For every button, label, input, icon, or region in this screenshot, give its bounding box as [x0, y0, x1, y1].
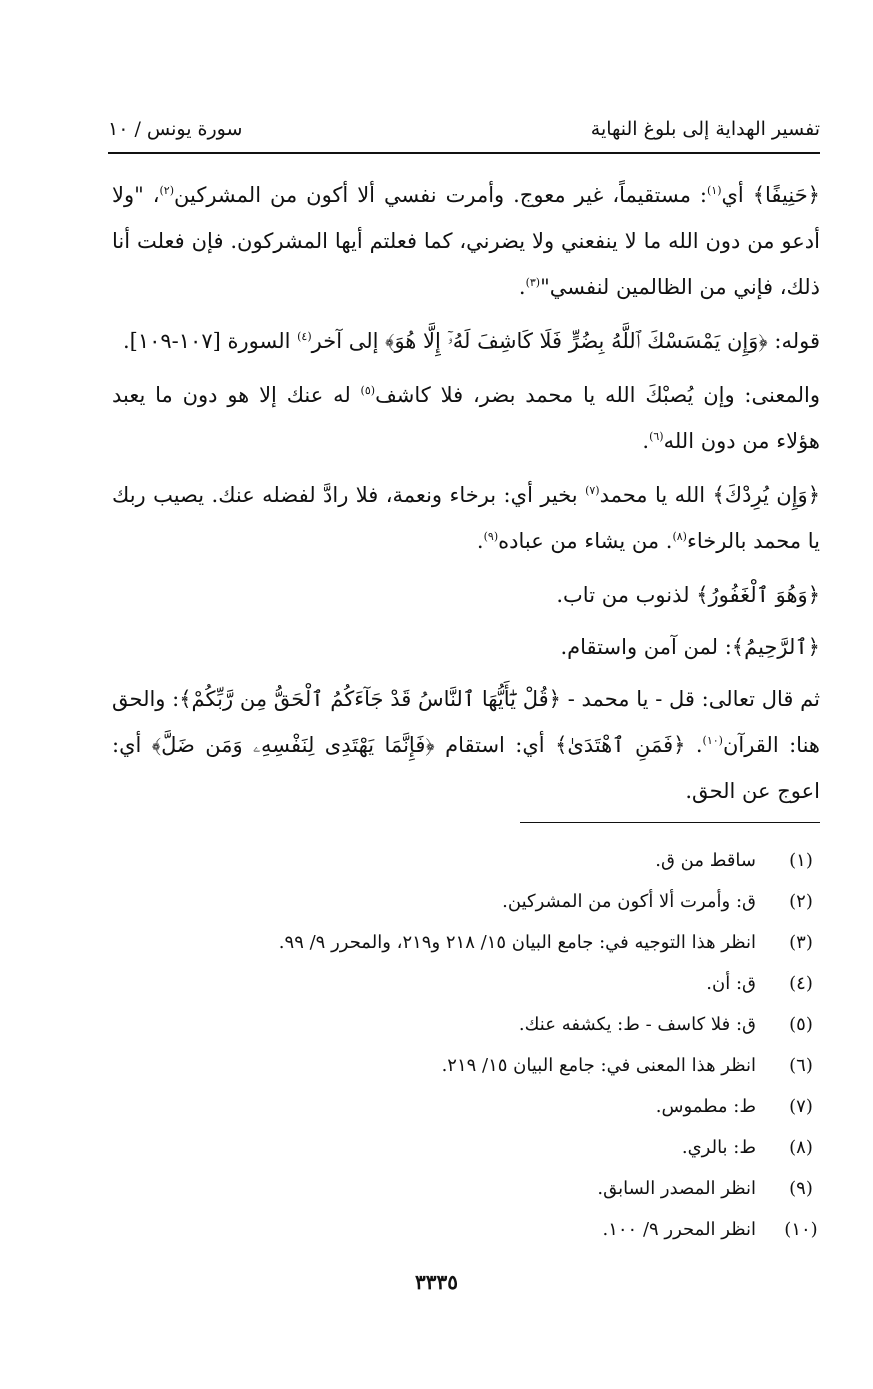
text-run: إلى آخر [311, 329, 386, 353]
footnote-number[interactable]: (٣) [789, 932, 813, 953]
footnote-text: انظر هذا التوجيه في: جامع البيان ١٥/ ٢١٨ و٢١٩، والمحرر ٩/ ٩٩. [278, 932, 756, 953]
footnote-ref[interactable]: (٥) [360, 384, 376, 397]
book-title: تفسير الهداية إلى بلوغ النهاية [590, 118, 820, 140]
text-run: : لمن آمن واستقام. [560, 635, 732, 659]
quran-quote: ﴿حَنِيفًا﴾ [752, 183, 820, 207]
paragraph-5 [112, 572, 820, 618]
text-run: والمعنى: وإن يُصبْكَ الله يا محمد بضر، فلا كاشف [375, 383, 820, 407]
text-run: لذنوب من تاب. [556, 583, 697, 607]
footnote-ref[interactable]: (٦) [649, 430, 664, 443]
footnote-text: انظر المصدر السابق. [597, 1178, 756, 1199]
quran-quote: ﴿وَإِن يَمْسَسْكَ ٱللَّهُ بِضُرٍّ فَلَا كَاشِفَ لَهُۥٓ إِلَّا هُوَ﴾ [385, 329, 768, 353]
quran-quote: ﴿قُلْ يَٰٓأَيُّهَا ٱلنَّاسُ قَدْ جَآءَكُمُ ٱلْحَقُّ مِن رَّبِّكُمْ﴾ [179, 687, 561, 711]
quran-quote: ﴿فَإِنَّمَا يَهْتَدِى لِنَفْسِهِۦ وَمَن ضَلَّ﴾ [151, 733, 435, 757]
text-run: له عنك إلا هو دون ما يعبد هؤلاء من دون الله [112, 383, 820, 453]
page-number: ٣٣٣٥ [415, 1270, 458, 1294]
footnote-item [112, 1004, 820, 1045]
paragraph-4 [112, 472, 820, 564]
quran-quote: ﴿ٱلرَّحِيمُ﴾ [731, 635, 820, 659]
footnote-item [112, 1045, 820, 1086]
footnote-number[interactable]: (٢) [789, 891, 813, 912]
footnote-text: ساقط من ق. [655, 850, 756, 871]
footnote-ref[interactable]: (١) [706, 184, 722, 197]
footnotes-list [112, 840, 820, 1250]
footnote-ref[interactable]: (٤) [297, 330, 312, 343]
footnote-text: ط: بالري. [681, 1137, 756, 1158]
text-run: أي: اعوج عن الحق. [112, 733, 820, 803]
quran-quote: ﴿وَهُوَ ٱلْغَفُورُ﴾ [696, 583, 820, 607]
text-run: : مستقيماً، غير معوج. وأمرت نفسي ألا أكون من المشركين [174, 183, 707, 207]
text-run: ، "ولا أدعو من دون الله ما لا ينفعني ولا يضرني، كما فعلتم أيها المشركون. فإن فعلت أنا ذلك، فإني من الظالمين لنفسي" [112, 183, 820, 299]
text-run: أي: استقام [434, 733, 556, 757]
text-run: أي [721, 183, 753, 207]
text-run: السورة [١٠٧-١٠٩]. [122, 329, 298, 353]
header-rule [108, 152, 820, 154]
footnote-ref[interactable]: (٢) [159, 184, 175, 197]
paragraph-3 [112, 372, 820, 464]
paragraph-1 [112, 172, 820, 310]
footnote-text: انظر هذا المعنى في: جامع البيان ١٥/ ٢١٩. [441, 1055, 756, 1076]
paragraph-6 [112, 624, 820, 670]
footnote-number[interactable]: (٤) [789, 973, 813, 994]
text-run: . من يشاء من عباده [498, 529, 673, 553]
footnote-item [112, 922, 820, 963]
text-run: . [642, 429, 650, 453]
footnote-item [112, 1168, 820, 1209]
footnote-text: ق: فلا كاسف - ط: يكشفه عنك. [518, 1014, 756, 1035]
text-run: ثم قال تعالى: قل - يا محمد - [560, 687, 820, 711]
running-header [108, 112, 820, 148]
text-run: : والحق هنا: القرآن [112, 687, 820, 757]
footnote-number[interactable]: (٦) [789, 1055, 813, 1076]
text-run: بخير أي: برخاء ونعمة، فلا رادَّ لفضله عنك. يصيب ربك يا محمد بالرخاء [112, 483, 820, 553]
footnote-ref[interactable]: (١٠) [702, 734, 723, 747]
text-run: . [476, 529, 484, 553]
text-run: . [685, 733, 703, 757]
footnote-number[interactable]: (١) [789, 850, 813, 871]
main-text [112, 172, 820, 822]
footnote-item [112, 1127, 820, 1168]
footnote-ref[interactable]: (٧) [585, 484, 600, 497]
footnote-item [112, 840, 820, 881]
footnote-item [112, 881, 820, 922]
text-run: الله يا محمد [599, 483, 713, 507]
quran-quote: ﴿وَإِن يُرِدْكَ﴾ [712, 483, 820, 507]
footnote-ref[interactable]: (٨) [672, 530, 687, 543]
footnote-ref[interactable]: (٩) [483, 530, 499, 543]
footnote-number[interactable]: (١٠) [784, 1219, 818, 1240]
footnote-ref[interactable]: (٣) [525, 276, 541, 289]
footnote-item [112, 1086, 820, 1127]
footnote-text: ق: أن. [706, 973, 756, 994]
text-run: قوله: [767, 329, 820, 353]
footnote-number[interactable]: (٥) [789, 1014, 813, 1035]
footnote-item [112, 963, 820, 1004]
footnote-text: ق: وأمرت ألا أكون من المشركين. [502, 891, 756, 912]
sura-reference: سورة يونس / ١٠ [108, 118, 243, 140]
paragraph-2 [112, 318, 820, 364]
text-run: . [518, 275, 526, 299]
footnote-item [112, 1209, 820, 1250]
footnote-separator [520, 822, 820, 823]
footnote-number[interactable]: (٩) [789, 1178, 813, 1199]
footnote-text: ط: مطموس. [655, 1096, 756, 1117]
paragraph-7 [112, 676, 820, 814]
quran-quote: ﴿فَمَنِ ٱهْتَدَىٰ﴾ [555, 733, 686, 757]
footnote-number[interactable]: (٧) [789, 1096, 813, 1117]
footnote-number[interactable]: (٨) [789, 1137, 813, 1158]
footnote-text: انظر المحرر ٩/ ١٠٠. [602, 1219, 756, 1240]
